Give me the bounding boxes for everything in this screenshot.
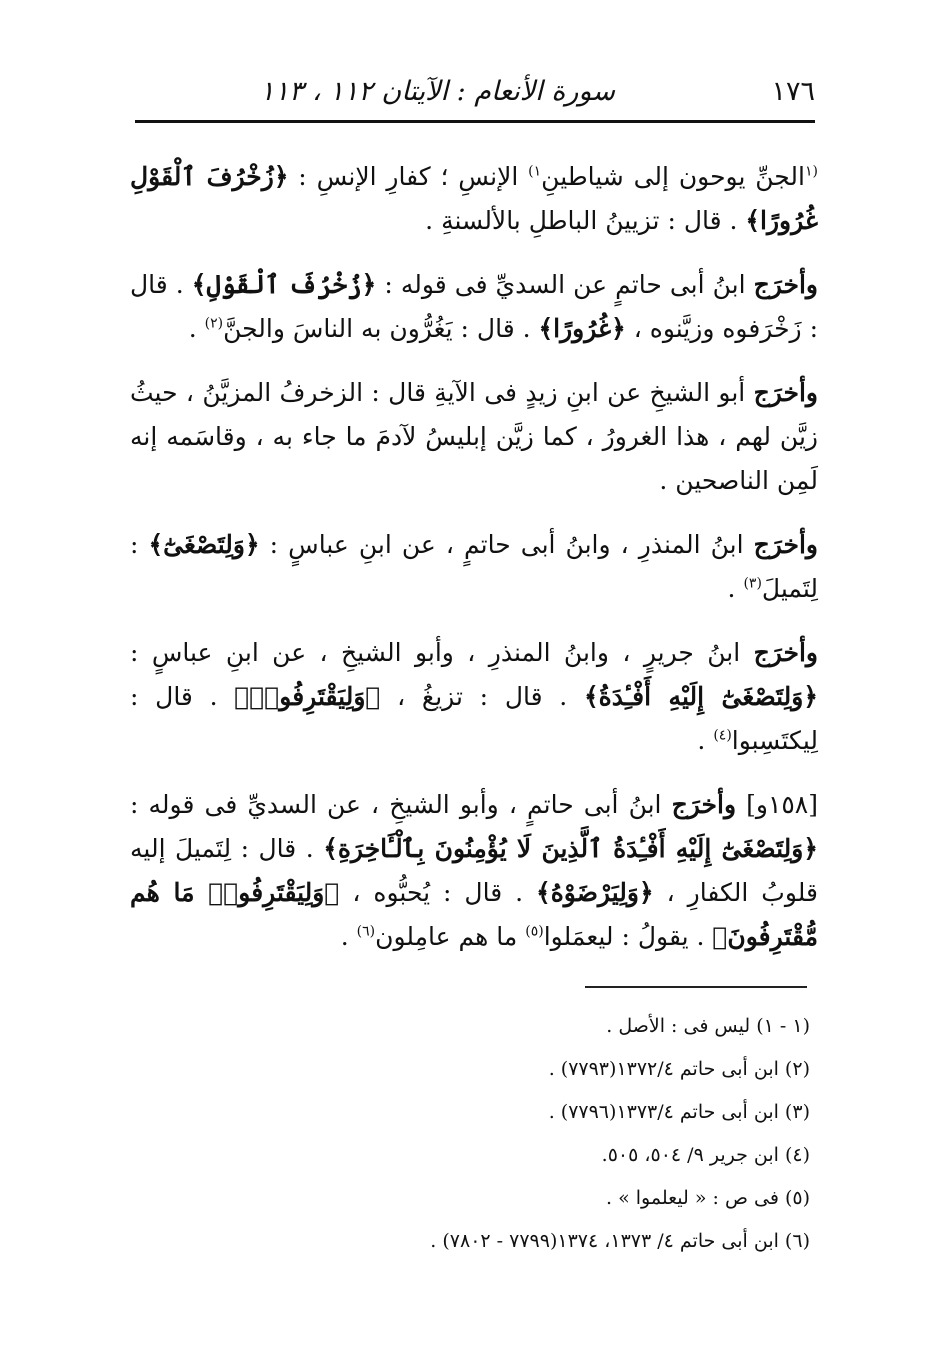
paragraph-2	[130, 263, 818, 351]
footnote-5: (٥) فى ص : « ليعلموا » .	[606, 1187, 810, 1209]
footnotes	[300, 1005, 810, 1263]
page-number: ١٧٦	[771, 76, 815, 107]
quran-quote: ﴿وَلِتَصْغَىٰٓ إِلَيْهِ أَفْـِٔدَةُ ٱلَّذِينَ لَا يُؤْمِنُونَ بِٱلْـَٔاخِرَةِ﴾	[323, 834, 818, 863]
text-run: . قال : تزيغُ ،	[380, 682, 584, 711]
footnote-ref: (٣)	[743, 575, 762, 592]
quran-quote: ﴿وَلِتَصْغَىٰٓ إِلَيْهِ أَفْـِٔدَةُ﴾	[583, 682, 819, 711]
text-run: .	[340, 922, 357, 951]
quran-quote: ﴿وَلِيَرْضَوْهُ﴾	[536, 878, 654, 907]
footnote-3: (٣) ابن أبى حاتم ١٣٧٣/٤(٧٧٩٦) .	[548, 1101, 810, 1123]
text-run: .	[188, 314, 205, 343]
footnote-6: (٦) ابن أبى حاتم ٤/ ١٣٧٣، ١٣٧٤(٧٧٩٩ - ٧٨٠٢) .	[430, 1230, 810, 1252]
paragraph-lead: وأخرَج	[753, 270, 818, 299]
footnote-1: (١ - ١) ليس فى : الأصل .	[606, 1015, 810, 1037]
page-header	[135, 72, 815, 112]
footnote-4: (٤) ابن جرير ٩/ ٥٠٤، ٥٠٥.	[601, 1144, 810, 1166]
text-run: . قال : لِتَميلَ إليه قلوبُ الكفارِ ،	[130, 834, 818, 907]
manuscript-folio-marker: [١٥٨و]	[746, 790, 818, 819]
paragraph-1	[130, 155, 818, 243]
text-run: . قال : لِيكتَسِبوا	[130, 682, 818, 755]
text-run: ابنُ جريرٍ ، وابنُ المنذرِ ، وأبو الشيخِ ، عن ابنِ عباسٍ :	[130, 638, 754, 667]
text-run: ما هم عامِلون	[375, 922, 526, 951]
footnote-separator	[585, 986, 807, 988]
footnote-ref: (٢)	[204, 315, 224, 332]
paragraph-lead: وأخرَج	[753, 530, 818, 559]
text-run: .	[697, 726, 714, 755]
paragraph-lead: وأخرَج	[753, 378, 818, 407]
paragraph-5	[130, 631, 818, 763]
text-run: .	[727, 574, 744, 603]
text-run: . قال : يَغُرُّون به الناسَ والجنَّ	[223, 314, 539, 343]
paragraph-4	[130, 523, 818, 611]
text-run: . قال : تزيينُ الباطلِ بالألسنةِ .	[425, 206, 746, 235]
quran-quote: ﴿وَلِيَقْتَرِفُوا۟ مَا هُم مُّقْتَرِفُونَ﴾	[130, 878, 818, 951]
paragraph-lead: وأخرَج	[753, 638, 818, 667]
footnote-ref: (٤)	[713, 727, 732, 744]
text-run: ابنُ أبى حاتمٍ ، وأبو الشيخِ ، عن السديِّ فى قوله :	[130, 790, 672, 819]
header-rule	[135, 120, 815, 123]
footnote-ref: (٦)	[356, 923, 376, 940]
quran-quote: ﴿زُخْرُفَ ٱلْقَوْلِ غُرُورًا﴾	[130, 162, 818, 235]
quran-quote: ﴿زُخْرُفَ ٱلْقَوْلِ﴾	[191, 270, 377, 299]
text-run: . قال : زَخْرَفوه وزيَّنوه ،	[130, 270, 818, 343]
running-title: سورة الأنعام : الآيتان ١١٢ ، ١١٣	[259, 76, 615, 107]
footnote-ref: (١	[805, 163, 818, 180]
text-run: . قال : يُحبُّوه ،	[339, 878, 537, 907]
paragraph-lead: وأخرَج	[671, 790, 737, 819]
quran-quote: ﴿وَلِتَصْغَىٰٓ﴾	[148, 530, 260, 559]
text-run: ابنُ المنذرِ ، وابنُ أبى حاتمٍ ، عن ابنِ عباسٍ :	[259, 530, 754, 559]
text-run: : لِتَميلَ	[130, 530, 818, 603]
text-run: الإنسِ ؛ كفارِ الإنسِ :	[288, 162, 529, 191]
paragraph-3	[130, 371, 818, 503]
text-run: ابنُ أبى حاتمٍ عن السديِّ فى قوله :	[376, 270, 754, 299]
footnote-ref: ١)	[528, 163, 542, 180]
quran-quote: ﴿وَلِيَقْتَرِفُوا۟﴾	[234, 682, 381, 711]
text-run: أبو الشيخِ عن ابنِ زيدٍ فى الآيةِ قال : الزخرفُ المزيَّنُ ، حيثُ زيَّن لهم ، هذا الغرورُ ، كما زيَّن إبليسُ لآدمَ ما جاء به ، وقاسَمه إنه لَمِن الناصحين .	[130, 378, 818, 495]
footnote-ref: (٥)	[525, 923, 544, 940]
text-run: الجنِّ يوحون إلى شياطينِ	[541, 162, 805, 191]
text-run: . يقولُ : ليعمَلوا	[543, 922, 713, 951]
main-text	[130, 155, 818, 959]
footnote-2: (٢) ابن أبى حاتم ١٣٧٢/٤(٧٧٩٣) .	[548, 1058, 810, 1080]
paragraph-6	[130, 783, 818, 959]
quran-quote: ﴿غُرُورًا﴾	[538, 314, 626, 343]
